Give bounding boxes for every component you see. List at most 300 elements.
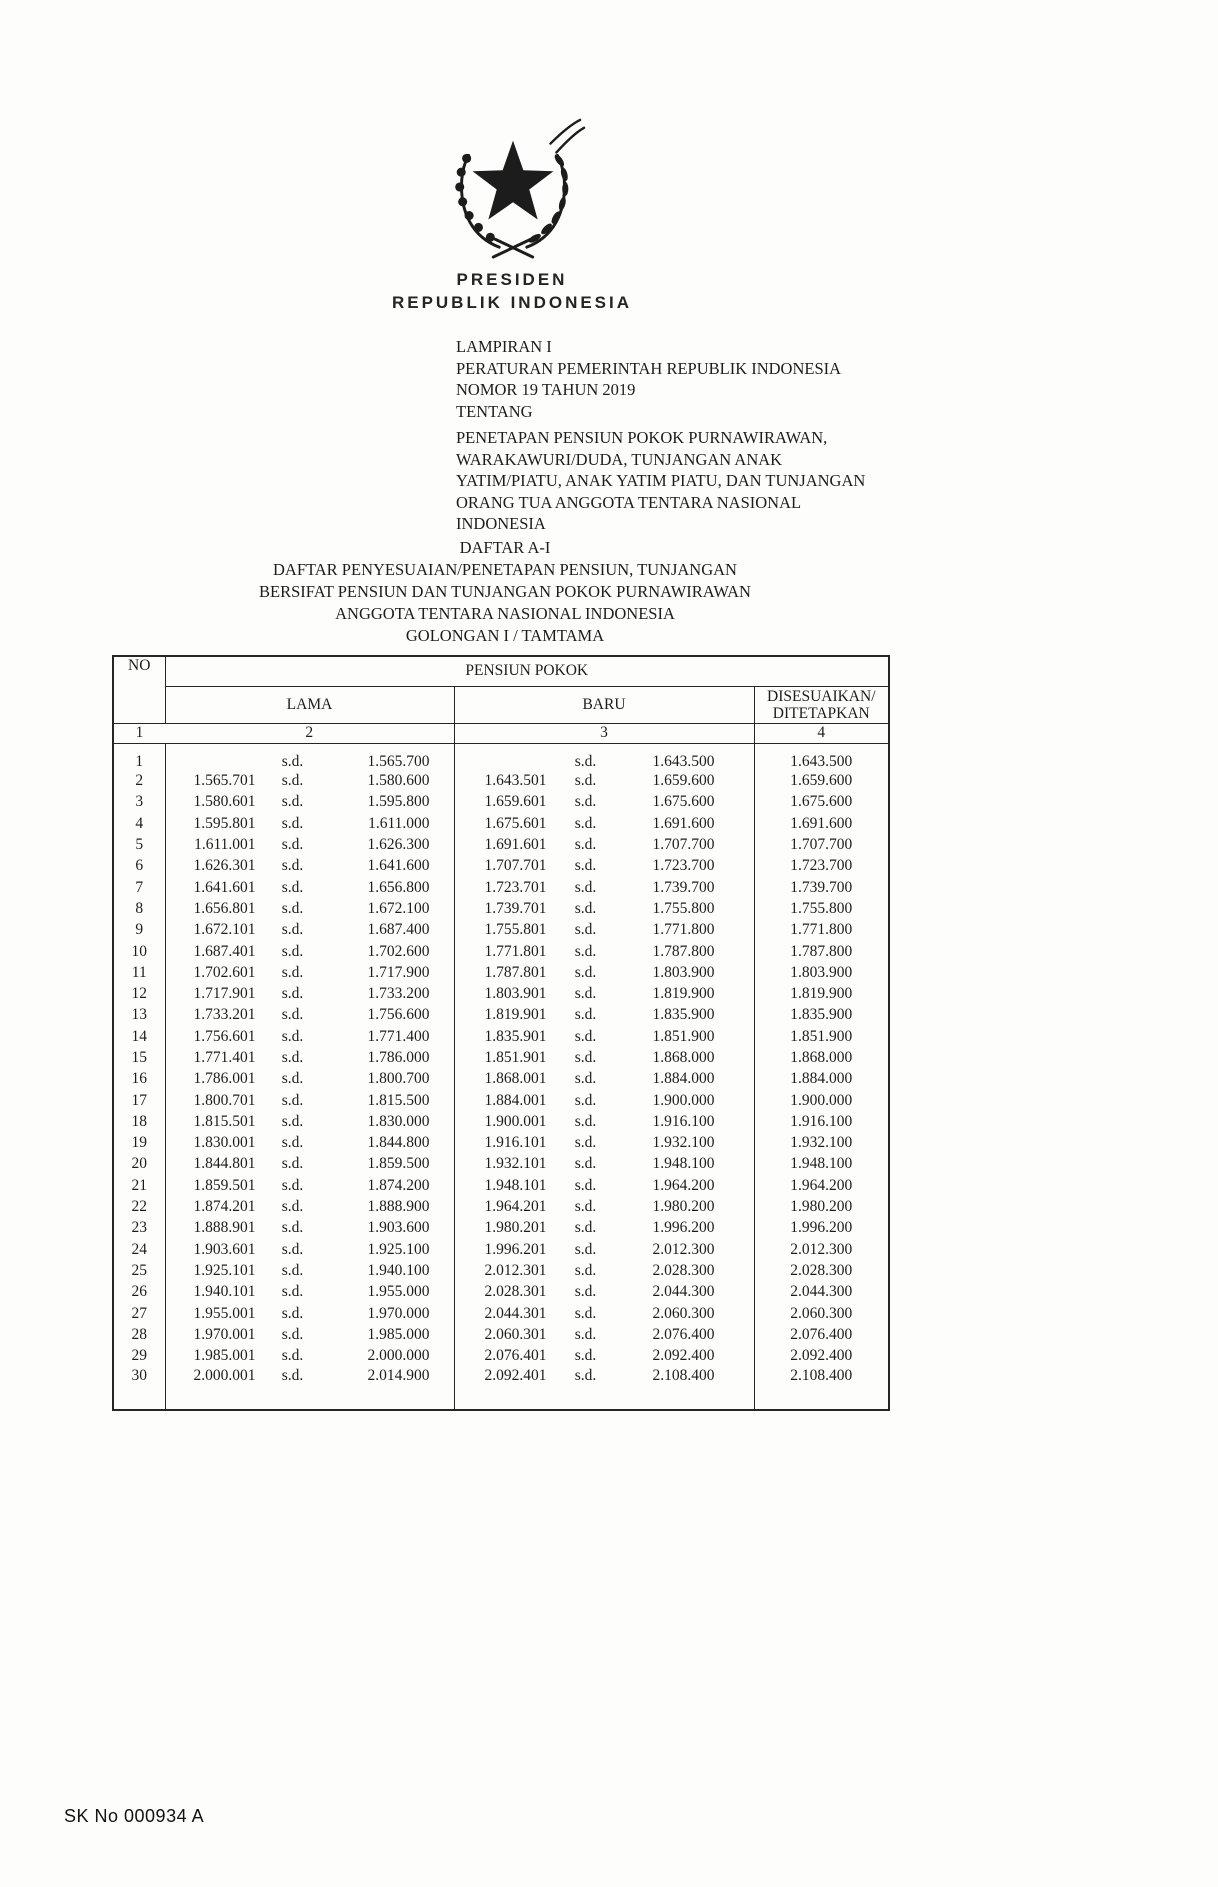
row-number-cell: 12 (131, 985, 147, 1003)
baru-range-cell (454, 1324, 754, 1345)
baru-range-cell (454, 1175, 754, 1196)
table-row (113, 1026, 889, 1047)
baru-from-value: 1.787.801 (484, 963, 547, 981)
lampiran-block (456, 336, 904, 535)
daftar-title-line: BERSIFAT PENSIUN DAN TUNJANGAN POKOK PURNAWIRAWAN (259, 582, 751, 601)
table-row (113, 1282, 889, 1303)
lama-from-value: 1.815.501 (193, 1112, 256, 1130)
lama-from-value: 1.626.301 (193, 857, 256, 875)
ditetapkan-cell: 1.996.200 (754, 1218, 889, 1239)
sd-label: s.d. (574, 899, 597, 917)
lama-from-value: 1.641.601 (193, 878, 256, 896)
ditetapkan-cell: 1.707.700 (754, 834, 889, 855)
table-row (113, 877, 889, 898)
row-number-cell: 4 (135, 814, 144, 832)
lama-to-value: 1.786.000 (367, 1049, 430, 1066)
ditetapkan-cell: 1.723.700 (754, 856, 889, 877)
sd-label: s.d. (574, 1198, 597, 1216)
lama-to-value: 1.815.500 (367, 1091, 430, 1109)
sd-label: s.d. (281, 878, 304, 896)
baru-to-value: 1.868.000 (652, 1049, 715, 1066)
lama-from-value: 1.874.201 (193, 1198, 256, 1216)
sd-label: s.d. (281, 1091, 304, 1109)
table-row (113, 1005, 889, 1026)
lama-range-cell (165, 1026, 454, 1047)
lama-range-cell (165, 941, 454, 962)
lama-from-value: 2.000.001 (193, 1366, 256, 1384)
sd-label: s.d. (574, 857, 597, 875)
baru-from-value: 1.739.701 (484, 899, 547, 917)
baru-range-cell (454, 1154, 754, 1175)
baru-range-cell (454, 898, 754, 919)
baru-range-cell (454, 856, 754, 877)
row-number-cell: 17 (131, 1091, 147, 1109)
baru-to-value: 1.900.000 (652, 1091, 715, 1109)
lama-to-value: 1.756.600 (367, 1006, 430, 1024)
lama-range-cell (165, 1260, 454, 1281)
lama-from-value: 1.830.001 (193, 1134, 256, 1152)
lama-from-value: 1.565.701 (193, 772, 256, 790)
sd-label: s.d. (574, 878, 597, 896)
lama-range-cell (165, 1133, 454, 1154)
sd-label: s.d. (281, 921, 304, 939)
ditetapkan-cell: 1.659.600 (754, 771, 889, 792)
lama-range-cell (165, 1324, 454, 1345)
subject-line: ORANG TUA ANGGOTA TENTARA NASIONAL (456, 492, 802, 512)
sd-label: s.d. (574, 772, 597, 790)
sd-label: s.d. (281, 1134, 304, 1152)
lama-from-value: 1.656.801 (193, 899, 256, 917)
sd-label: s.d. (281, 836, 304, 854)
table-row (113, 1047, 889, 1068)
lama-range-cell (165, 1196, 454, 1217)
lama-from-value: 1.611.001 (194, 836, 256, 854)
row-number-cell: 13 (131, 1006, 147, 1024)
baru-range-cell (454, 1346, 754, 1367)
baru-to-value: 1.916.100 (652, 1112, 715, 1130)
sd-label: s.d. (281, 1112, 304, 1130)
ditetapkan-cell: 2.076.400 (754, 1324, 889, 1345)
subject-line: PENETAPAN PENSIUN POKOK PURNAWIRAWAN, (456, 428, 828, 447)
baru-from-value: 2.028.301 (484, 1283, 547, 1301)
ditetapkan-cell: 1.739.700 (754, 877, 889, 898)
letterhead-presiden: PRESIDEN (456, 270, 568, 289)
ditetapkan-cell: 1.675.600 (754, 792, 889, 813)
baru-to-value: 2.076.400 (652, 1325, 715, 1343)
baru-to-value: 2.028.300 (652, 1261, 715, 1279)
table-row (113, 856, 889, 877)
baru-range-cell (454, 941, 754, 962)
lama-range-cell (165, 1367, 454, 1410)
lama-from-value: 1.844.801 (193, 1155, 256, 1173)
sd-label: s.d. (281, 1219, 304, 1237)
lama-to-value: 1.859.500 (367, 1155, 430, 1173)
table-header-row-2 (113, 686, 889, 723)
lama-to-value: 1.970.000 (367, 1304, 430, 1322)
ditetapkan-cell: 1.948.100 (754, 1154, 889, 1175)
col-number-1: 1 (113, 723, 165, 743)
table-row (113, 1196, 889, 1217)
baru-range-cell (454, 920, 754, 941)
row-number-cell: 2 (135, 772, 144, 790)
lama-to-value: 1.940.100 (367, 1261, 430, 1279)
lama-to-value: 1.717.900 (367, 963, 430, 981)
baru-to-value: 1.691.600 (652, 814, 715, 832)
table-row (113, 1133, 889, 1154)
row-number-cell: 27 (131, 1304, 147, 1322)
baru-to-value: 1.884.000 (652, 1070, 715, 1088)
lama-range-cell (165, 1218, 454, 1239)
lama-to-value: 1.888.900 (367, 1198, 430, 1216)
row-number-cell: 30 (131, 1366, 147, 1384)
col-header-disesuaikan (754, 686, 889, 723)
baru-range-cell (454, 743, 754, 771)
baru-to-value: 1.996.200 (652, 1219, 715, 1237)
baru-from-value: 1.948.101 (484, 1176, 547, 1194)
table-column-number-row (113, 723, 889, 743)
col-header-no: NO (113, 656, 165, 723)
baru-from-value: 2.060.301 (484, 1325, 547, 1343)
baru-range-cell (454, 1005, 754, 1026)
baru-to-value: 1.964.200 (652, 1176, 715, 1194)
sd-label: s.d. (281, 1325, 304, 1343)
lama-from-value: 1.925.101 (193, 1261, 256, 1279)
baru-to-value: 1.643.500 (652, 752, 715, 770)
baru-to-value: 1.787.800 (652, 942, 715, 960)
lama-to-value: 1.672.100 (367, 899, 430, 917)
lama-to-value: 2.000.000 (367, 1347, 430, 1365)
baru-range-cell (454, 1090, 754, 1111)
baru-range-cell (454, 1367, 754, 1410)
lama-to-value: 1.641.600 (367, 857, 430, 875)
lama-from-value: 1.888.901 (193, 1219, 256, 1237)
ditetapkan-cell: 1.932.100 (754, 1133, 889, 1154)
ditetapkan-cell: 1.980.200 (754, 1196, 889, 1217)
baru-to-value: 1.932.100 (652, 1134, 715, 1152)
table-row (113, 983, 889, 1004)
row-number-cell: 15 (131, 1049, 147, 1066)
lama-range-cell (165, 1282, 454, 1303)
row-number-cell: 11 (131, 963, 147, 981)
row-number-cell: 9 (135, 921, 144, 939)
sd-label: s.d. (574, 985, 597, 1003)
sd-label: s.d. (574, 1304, 597, 1322)
row-number-cell: 25 (131, 1261, 147, 1279)
lama-range-cell (165, 1154, 454, 1175)
sd-label: s.d. (281, 1049, 304, 1066)
baru-from-value: 2.092.401 (484, 1366, 547, 1384)
sd-label: s.d. (281, 985, 304, 1003)
baru-from-value: 1.723.701 (484, 878, 547, 896)
baru-from-value: 1.916.101 (484, 1134, 547, 1152)
sd-label: s.d. (281, 899, 304, 917)
subject-line: YATIM/PIATU, ANAK YATIM PIATU, DAN TUNJANGAN (456, 471, 866, 490)
baru-range-cell (454, 834, 754, 855)
table-row (113, 1324, 889, 1345)
row-number-cell: 14 (131, 1027, 147, 1045)
baru-range-cell (454, 1196, 754, 1217)
lama-from-value: 1.672.101 (193, 921, 256, 939)
lama-from-value: 1.859.501 (193, 1176, 256, 1194)
sd-label: s.d. (574, 1112, 597, 1130)
baru-to-value: 1.723.700 (652, 857, 715, 875)
lampiran-line: PERATURAN PEMERINTAH REPUBLIK INDONESIA (456, 358, 842, 378)
baru-to-value: 1.851.900 (652, 1027, 715, 1045)
baru-from-value: 1.868.001 (484, 1070, 547, 1088)
baru-range-cell (454, 771, 754, 792)
baru-from-value: 1.675.601 (484, 814, 547, 832)
table-row (113, 1260, 889, 1281)
baru-to-value: 1.675.600 (652, 793, 715, 811)
lama-range-cell (165, 856, 454, 877)
table-row (113, 1111, 889, 1132)
lama-range-cell (165, 962, 454, 983)
lampiran-line: TENTANG (456, 401, 533, 421)
row-number-cell: 28 (131, 1325, 147, 1343)
col-header-baru: BARU (454, 686, 754, 723)
row-number-cell: 22 (131, 1198, 147, 1216)
table-row (113, 1175, 889, 1196)
lampiran-line: LAMPIRAN I (456, 337, 552, 356)
lama-to-value: 1.844.800 (367, 1134, 430, 1152)
table-row (113, 1069, 889, 1090)
ditetapkan-cell: 1.819.900 (754, 983, 889, 1004)
baru-to-value: 2.012.300 (652, 1240, 715, 1258)
lama-to-value: 1.830.000 (367, 1112, 430, 1130)
ditetapkan-cell: 1.803.900 (754, 962, 889, 983)
baru-from-value: 1.996.201 (484, 1240, 547, 1258)
baru-to-value: 1.819.900 (652, 985, 715, 1003)
sd-label: s.d. (281, 1027, 304, 1045)
ditetapkan-cell: 1.643.500 (754, 743, 889, 771)
lama-range-cell (165, 792, 454, 813)
sd-label: s.d. (281, 1366, 304, 1384)
lama-to-value: 2.014.900 (367, 1366, 430, 1384)
table-row (113, 1303, 889, 1324)
sd-label: s.d. (574, 814, 597, 832)
sd-label: s.d. (574, 1027, 597, 1045)
baru-range-cell (454, 792, 754, 813)
col-number-4: 4 (754, 723, 889, 743)
baru-to-value: 1.739.700 (652, 878, 715, 896)
lama-range-cell (165, 898, 454, 919)
ditetapkan-cell: 2.012.300 (754, 1239, 889, 1260)
table-row (113, 1154, 889, 1175)
sd-label: s.d. (574, 1325, 597, 1343)
ditetapkan-cell: 1.835.900 (754, 1005, 889, 1026)
table-row (113, 1218, 889, 1239)
lama-from-value: 1.733.201 (193, 1006, 256, 1024)
lama-to-value: 1.565.700 (367, 752, 430, 770)
baru-from-value: 1.707.701 (484, 857, 547, 875)
sd-label: s.d. (574, 1134, 597, 1152)
baru-range-cell (454, 1069, 754, 1090)
baru-to-value: 1.755.800 (652, 899, 715, 917)
table-row (113, 941, 889, 962)
presidential-emblem-icon (440, 110, 586, 262)
daftar-title-line: ANGGOTA TENTARA NASIONAL INDONESIA (335, 604, 675, 623)
baru-from-value: 1.980.201 (484, 1219, 547, 1237)
baru-from-value: 1.691.601 (484, 836, 547, 854)
lama-to-value: 1.656.800 (367, 878, 430, 896)
table-row (113, 771, 889, 792)
baru-to-value: 1.659.600 (652, 772, 715, 790)
sd-label: s.d. (281, 963, 304, 981)
baru-from-value: 1.884.001 (484, 1091, 547, 1109)
row-number-cell: 7 (135, 878, 144, 896)
subject-line: WARAKAWURI/DUDA, TUNJANGAN ANAK (456, 449, 783, 469)
baru-from-value: 1.851.901 (484, 1049, 547, 1066)
baru-to-value: 2.044.300 (652, 1283, 715, 1301)
sd-label: s.d. (281, 1347, 304, 1365)
sd-label: s.d. (574, 942, 597, 960)
sd-label: s.d. (281, 814, 304, 832)
row-number-cell: 21 (131, 1176, 147, 1194)
table-row (113, 1367, 889, 1410)
lama-to-value: 1.985.000 (367, 1325, 430, 1343)
sd-label: s.d. (574, 1366, 597, 1384)
lama-from-value: 1.595.801 (193, 814, 256, 832)
row-number-cell: 3 (135, 793, 144, 811)
sd-label: s.d. (281, 1283, 304, 1301)
sd-label: s.d. (574, 752, 597, 770)
lama-range-cell (165, 1303, 454, 1324)
sd-label: s.d. (281, 1198, 304, 1216)
lama-range-cell (165, 1239, 454, 1260)
lama-range-cell (165, 983, 454, 1004)
baru-to-value: 1.948.100 (652, 1155, 715, 1173)
table-row (113, 834, 889, 855)
baru-from-value: 1.643.501 (484, 772, 547, 790)
table-row (113, 920, 889, 941)
lama-to-value: 1.925.100 (367, 1240, 430, 1258)
lama-to-value: 1.800.700 (367, 1070, 430, 1088)
lama-from-value: 1.771.401 (193, 1049, 256, 1066)
lama-range-cell (165, 1090, 454, 1111)
baru-to-value: 1.803.900 (652, 963, 715, 981)
sd-label: s.d. (574, 793, 597, 811)
sd-label: s.d. (574, 1347, 597, 1365)
row-number-cell: 29 (131, 1347, 147, 1365)
baru-from-value: 1.964.201 (484, 1198, 547, 1216)
lama-to-value: 1.611.000 (368, 814, 430, 832)
lama-from-value: 1.985.001 (193, 1347, 256, 1365)
row-number-cell: 19 (131, 1134, 147, 1152)
col-header-disesuaikan-line1: DISESUAIKAN/ (767, 687, 876, 705)
row-number-cell: 5 (135, 836, 144, 854)
ditetapkan-cell: 1.900.000 (754, 1090, 889, 1111)
lama-range-cell (165, 1069, 454, 1090)
table-row (113, 813, 889, 834)
baru-from-value: 1.835.901 (484, 1027, 547, 1045)
sd-label: s.d. (281, 1240, 304, 1258)
sd-label: s.d. (281, 1155, 304, 1173)
lama-range-cell (165, 1346, 454, 1367)
lama-to-value: 1.687.400 (367, 921, 430, 939)
lama-from-value: 1.580.601 (193, 793, 256, 811)
lama-to-value: 1.580.600 (367, 772, 430, 790)
row-number-cell: 1 (135, 752, 144, 770)
baru-range-cell (454, 983, 754, 1004)
daftar-title-line: DAFTAR PENYESUAIAN/PENETAPAN PENSIUN, TUNJANGAN (273, 560, 737, 579)
baru-from-value: 1.659.601 (484, 793, 547, 811)
baru-range-cell (454, 962, 754, 983)
col-header-disesuaikan-line2: DITETAPKAN (772, 704, 870, 722)
sd-label: s.d. (574, 1240, 597, 1258)
sd-label: s.d. (574, 1155, 597, 1173)
lama-range-cell (165, 771, 454, 792)
table-row (113, 898, 889, 919)
sd-label: s.d. (574, 1283, 597, 1301)
sd-label: s.d. (281, 1261, 304, 1279)
lama-range-cell (165, 1175, 454, 1196)
sd-label: s.d. (574, 1006, 597, 1024)
lama-to-value: 1.903.600 (367, 1219, 430, 1237)
lama-from-value: 1.940.101 (193, 1283, 256, 1301)
lampiran-subject (456, 427, 904, 535)
row-number-cell: 24 (131, 1240, 147, 1258)
lama-from-value: 1.800.701 (193, 1091, 256, 1109)
lama-range-cell (165, 877, 454, 898)
lampiran-line: NOMOR 19 TAHUN 2019 (456, 380, 636, 399)
ditetapkan-cell: 1.787.800 (754, 941, 889, 962)
table-row (113, 962, 889, 983)
sd-label: s.d. (281, 1006, 304, 1024)
daftar-code: DAFTAR A-I (459, 538, 551, 557)
sk-number: SK No 000934 A (64, 1806, 205, 1826)
ditetapkan-cell: 1.916.100 (754, 1111, 889, 1132)
baru-range-cell (454, 1260, 754, 1281)
pension-table (112, 655, 890, 1411)
baru-range-cell (454, 813, 754, 834)
ditetapkan-cell: 2.028.300 (754, 1260, 889, 1281)
baru-from-value: 1.900.001 (484, 1112, 547, 1130)
col-header-lama: LAMA (165, 686, 454, 723)
baru-range-cell (454, 1133, 754, 1154)
baru-from-value: 2.076.401 (484, 1347, 547, 1365)
lama-range-cell (165, 834, 454, 855)
baru-from-value: 2.012.301 (484, 1261, 547, 1279)
lama-range-cell (165, 743, 454, 771)
table-row (113, 1090, 889, 1111)
lama-to-value: 1.733.200 (367, 985, 430, 1003)
sd-label: s.d. (574, 963, 597, 981)
lama-to-value: 1.874.200 (367, 1176, 430, 1194)
sd-label: s.d. (574, 921, 597, 939)
ditetapkan-cell: 1.755.800 (754, 898, 889, 919)
baru-range-cell (454, 1111, 754, 1132)
lama-range-cell (165, 813, 454, 834)
table-row (113, 743, 889, 771)
lama-from-value: 1.955.001 (193, 1304, 256, 1322)
baru-to-value: 2.108.400 (652, 1366, 715, 1384)
baru-to-value: 2.060.300 (652, 1304, 715, 1322)
baru-range-cell (454, 1218, 754, 1239)
subject-line: INDONESIA (456, 514, 546, 533)
lama-from-value: 1.717.901 (193, 985, 256, 1003)
daftar-title-line: GOLONGAN I / TAMTAMA (405, 626, 605, 645)
sd-label: s.d. (281, 1176, 304, 1194)
sd-label: s.d. (574, 1091, 597, 1109)
baru-from-value: 1.755.801 (484, 921, 547, 939)
sd-label: s.d. (574, 1070, 597, 1088)
lama-from-value: 1.687.401 (193, 942, 256, 960)
ditetapkan-cell: 1.771.800 (754, 920, 889, 941)
sd-label: s.d. (281, 752, 304, 770)
baru-to-value: 1.707.700 (652, 836, 715, 854)
sd-label: s.d. (574, 1261, 597, 1279)
sd-label: s.d. (281, 1304, 304, 1322)
